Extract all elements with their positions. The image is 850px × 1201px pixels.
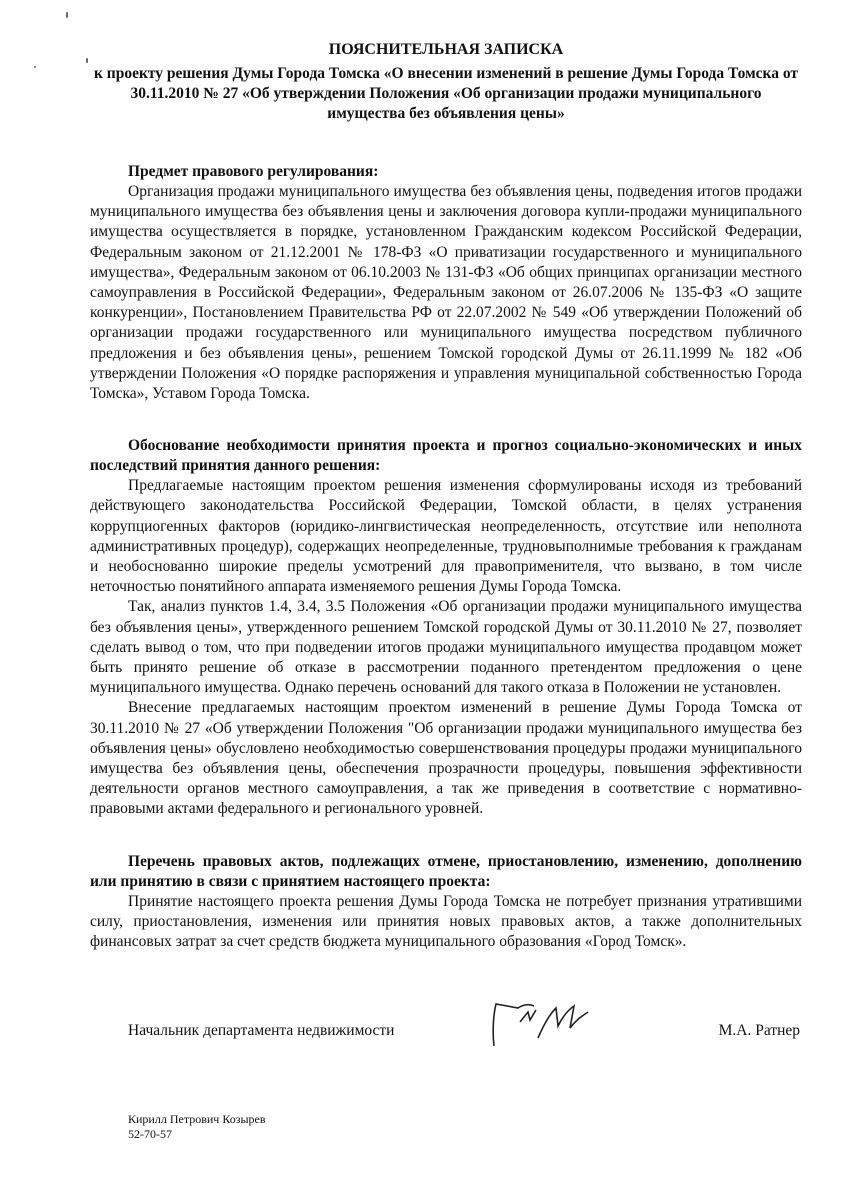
scan-speck (34, 66, 36, 68)
section-heading: Перечень правовых актов, подлежащих отмене, приостановлению, изменению, дополнению или принятию в связи с принятием настоящего проекта: (90, 852, 802, 890)
section-regulation-subject (90, 162, 802, 404)
scan-speck (66, 12, 68, 18)
paragraph: Предлагаемые настоящим проектом решения изменения сформулированы исходя из требований действующего законодательства Российской Федерации, Томской области, в целях устранения коррупциогенных факторов (юридико-лингвистическая неопределенность, отсутствие или неполнота административных процедур), содержащих неопределенные, трудновыполнимые требования к гражданам и необоснованно широкие пределы усмотрений для правоприменителя, что вызвано, в том числе неточностью понятийного аппарата изменяемого решения Думы Города Томска. (90, 477, 802, 596)
signatory-position: Начальник департамента недвижимости (128, 1022, 395, 1039)
document-title: ПОЯСНИТЕЛЬНАЯ ЗАПИСКА (328, 41, 564, 58)
signature-block (128, 1022, 800, 1062)
document-page (90, 40, 802, 952)
contact-person: Кирилл Петрович Козырев (128, 1112, 266, 1126)
paragraph: Внесение предлагаемых настоящим проектом изменений в решение Думы Города Томска от 30.11.2010 № 27 «Об утверждении Положения "Об организации продажи муниципального имущества без объявления цены» обусловлено необходимостью совершенствования процедуры продажи муниципального имущества без объявления цены, обеспечения прозрачности процедуры, повышения эффективности деятельности органов местного самоуправления, а так же приведения в соответствие с нормативно-правовыми актами федерального и регионального уровней. (90, 699, 802, 818)
contact-phone: 52-70-57 (128, 1127, 172, 1141)
paragraph: Принятие настоящего проекта решения Думы Города Томска не потребует признания утратившими силу, приостановления, изменения или принятия новых правовых актов, а также дополнительных финансовых затрат за счет средств бюджета муниципального образования «Город Томск». (90, 892, 802, 951)
section-legal-acts (90, 852, 802, 953)
section-heading: Предмет правового регулирования: (128, 163, 379, 180)
handwritten-signature (484, 998, 594, 1058)
paragraph: Организация продажи муниципального имущества без объявления цены, подведения итогов продажи муниципального имущества без объявления цены и заключения договора купли-продажи муниципального имущества осуществляется в порядке, установленном Гражданским кодексом Российской Федерации, Федеральным законом от 21.12.2001 № 178-ФЗ «О приватизации государственного и муниципального имущества», Федеральным законом от 06.10.2003 № 131-ФЗ «Об общих принципах организации местного самоуправления в Российской Федерации», Федеральным законом от 26.07.2006 № 135-ФЗ «О защите конкуренции», Постановлением Правительства РФ от 22.07.2002 № 549 «Об утверждении Положений об организации продажи государственного или муниципального имущества посредством публичного предложения и без объявления цены», решением Томской городской Думы от 26.11.1999 № 182 «Об утверждении Положения «О порядке распоряжения и управления муниципальной собственностью Города Томска», Уставом Города Томска. (90, 183, 802, 403)
paragraph: Так, анализ пунктов 1.4, 3.4, 3.5 Положения «Об организации продажи муниципального имущества без объявления цены», утвержденного решением Томской городской Думы от 30.11.2010 № 27, позволяет сделать вывод о том, что при подведении итогов продажи муниципального имущества продавцом может быть принято решение об отказе в рассмотрении поданного претендентом предложения о цене муниципального имущества. Однако перечень оснований для такого отказа в Положении не установлен. (90, 598, 802, 697)
signatory-name: М.А. Ратнер (718, 1022, 800, 1039)
section-justification (90, 436, 802, 819)
document-subtitle: к проекту решения Думы Города Томска «О внесении изменений в решение Думы Города Томска от 30.11.2010 № 27 «Об утверждении Положения «Об организации продажи муниципального имущества без объявления цены» (93, 65, 799, 122)
scan-speck (86, 58, 88, 63)
contact-info (128, 1112, 266, 1142)
section-heading: Обоснование необходимости принятия проекта и прогноз социально-экономических и иных последствий принятия данного решения: (90, 437, 802, 475)
